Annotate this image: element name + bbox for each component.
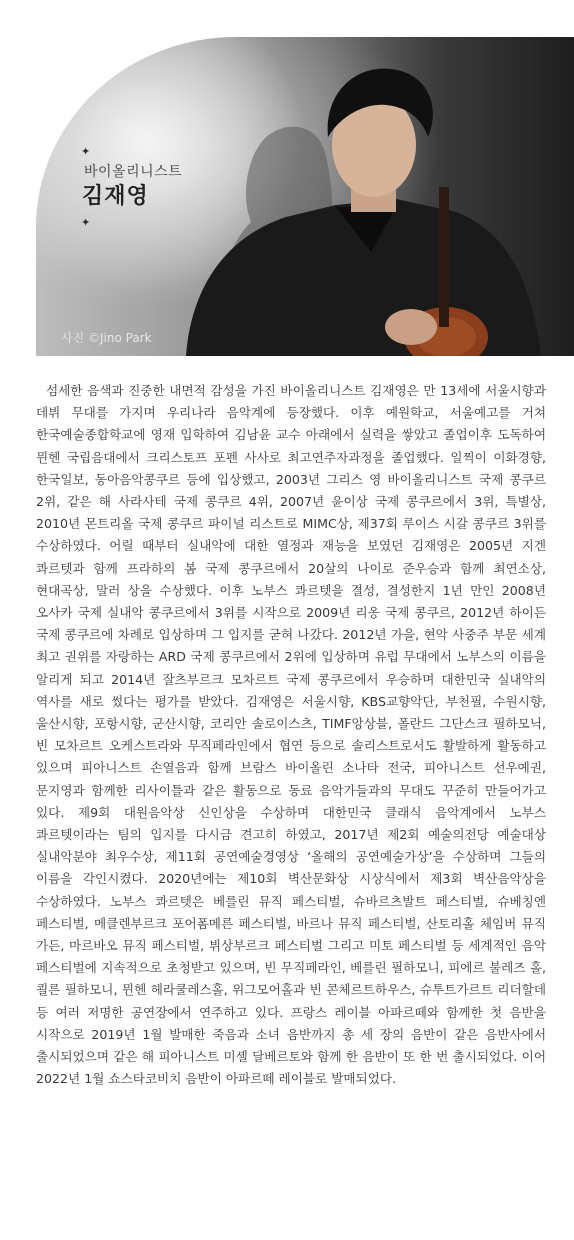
hand [385,309,437,345]
biography-text: 섬세한 음색과 진중한 내면적 감성을 가진 바이올리니스트 김재영은 만 13세에 서울시향과 데뷔 무대를 가지며 우리나라 음악계에 등장했다. 이후 예원학교, 서울예고를 거쳐 한국예술종합학교에 영재 입학하여 김남윤 교수 아래에서 실력을 쌓았고 졸업이후 도독하여 뮌헨 국립음대에서 크리스토프 포펜 사사로 최고연주자과정을 졸업했다. 일찍이 이화경향, 한국일보, 동아음악콩쿠르 등에 입상했고, 2003년 그리스 영 바이올리니스트 국제 콩쿠르 2위, 같은 해 사라사테 국제 콩쿠르 4위, 2007년 윤이상 국제 콩쿠르에서 3위, 특별상, 2010년 몬트리올 국제 콩쿠르 파이널 리스트로 MIMC상, 제37회 루이스 시갈 콩쿠르 3위를 수상하였다. 어릴 때부터 실내악에 대한 열정과 재능을 보였던 김재영은 2005년 지겐 콰르텟과 함께 프라하의 봄 국제 콩쿠르에서 20살의 나이로 준우승과 함께 최연소상, 현대곡상, 말러 상을 수상했다. 이후 노부스 콰르텟을 결성, 결성한지 1년 만인 2008년 오사카 국제 실내악 콩쿠르에서 3위를 시작으로 2009년 리옹 국제 콩쿠르, 2012년 하이든 국제 콩쿠르에 차례로 입상하며 그 입지를 굳혀 나갔다. 2012년 가을, 현악 사중주 부문 세계 최고 권위를 자랑하는 ARD 국제 콩쿠르에서 2위에 입상하며 유럽 무대에서 노부스의 이름을 알리게 되고 2014년 잘츠부르크 모차르트 국제 콩쿠르에서 우승하며 대한민국 실내악의 역사를 새로 썼다는 평가를 받았다. 김재영은 서울시향, KBS교향악단, 부천필, 수원시향, 울산시향, 포항시향, 군산시향, 코리안 솔로이스츠, TIMF앙상블, 폴란드 그단스크 필하모닉, 빈 모차르트 오케스트라와 무직페라인에서 협연 등으로 솔리스트로서도 활발하게 활동하고 있으며 피아니스트 손열음과 함께 브람스 바이올린 소나타 전국, 피아니스트 선우예권, 문지영과 함께한 리사이틀과 같은 활동으로 동료 음악가들과의 무대도 꾸준히 만들어가고 있다. 제9회 대원음악상 신인상을 수상하며 대한민국 클래식 음악계에서 노부스 콰르텟이라는 팀의 입지를 다시금 견고히 하였고, 2017년 제2회 예술의전당 예술대상 실내악분야 최우수상, 제11회 공연예술경영상 ‘올해의 공연예술가상’을 수상하며 그들의 이름을 각인시켰다. 2020년에는 제10회 벽산문화상 시상식에서 제3회 벽산음악상을 수상하였다. 노부스 콰르텟은 베를린 뮤직 페스티벌, 슈바르츠발트 페스티벌, 슈베칭엔 페스티벌, 메클렌부르크 포어폼메른 페스티벌, 바르나 뮤직 페스티벌, 산토리홀 체임버 뮤직 가든, 마르바오 뮤직 페스티벌, 뷔상부르크 페스티벌 그리고 미토 페스티벌 등 세계적인 음악 페스티벌에 지속적으로 초청받고 있으며, 빈 무직페라인, 베를린 필하모니, 피에르 불레즈 홀, 쾰른 필하모니, 뮌헨 헤라쿨레스홀, 위그모어홀과 빈 콘체르트하우스, 슈투트가르트 리더할데 등 여러 저명한 공연장에서 연주하고 있다. 프랑스 레이블 아파르떼와 함께한 첫 음반을 시작으로 2019년 1월 발매한 죽음과 소녀 음반까지 총 세 장의 음반이 같은 음반사에서 출시되었으며 같은 해 피아니스트 미셸 달베르토와 함께 한 음반이 또 한 번 출시되었다. 이어 2022년 1월 쇼스타코비치 음반이 아파르떼 레이블로 발매되었다. [36,383,546,1087]
sparkle-icon: ✦ [81,216,91,229]
artist-role: 바이올리니스트 [84,164,183,180]
artist-photo [36,37,574,356]
photo-credit: 사진 ©Jino Park [61,331,152,345]
sparkle-icon: ✦ [81,145,91,158]
artist-name: 김재영 [82,184,149,209]
violin-neck [439,187,449,327]
